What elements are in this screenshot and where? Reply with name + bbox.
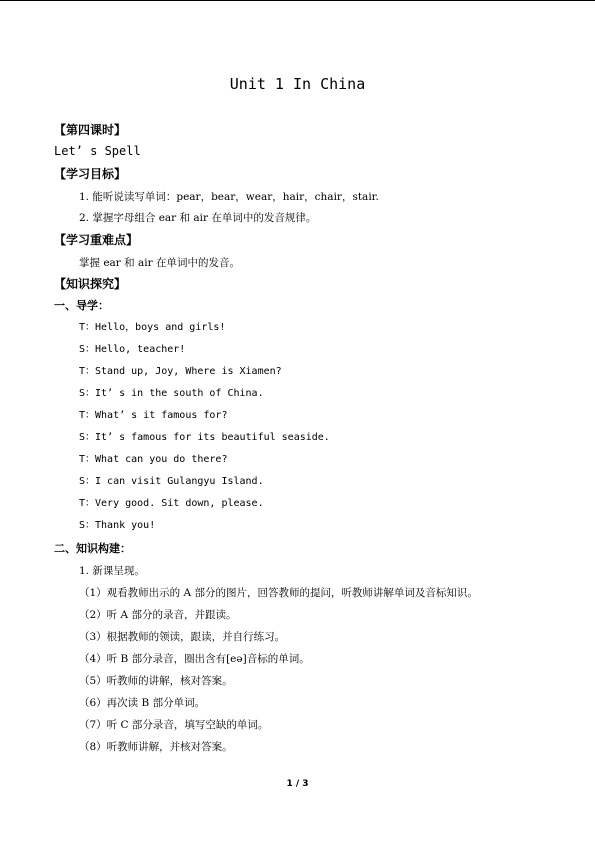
step-item: （2）听 A 部分的录音，并跟读。: [79, 609, 237, 621]
key-heading: 【学习重难点】: [54, 233, 139, 247]
step-item: （7）听 C 部分录音，填写空缺的单词。: [79, 719, 269, 731]
dialogue-line: S：Hello, teacher!: [79, 344, 186, 355]
dialogue-line: S：It’ s in the south of China.: [79, 388, 264, 399]
step-item: （3）根据教师的领读，跟读，并自行练习。: [79, 631, 286, 643]
step-item: （4）听 B 部分录音，圈出含有[eə]音标的单词。: [79, 653, 310, 665]
step-item: （1）观看教师出示的 A 部分的图片，回答教师的提问，听教师讲解单词及音标知识。: [79, 587, 478, 599]
build-intro: 1. 新课呈现。: [79, 565, 145, 577]
lesson-topic: Let’ s Spell: [54, 144, 141, 158]
dialogue-line: S：Thank you!: [79, 520, 156, 531]
dialogue-line: T：What can you do there?: [79, 454, 228, 465]
top-border: [0, 0, 595, 1]
goal-item: 1. 能听说读写单词：pear，bear，wear，hair，chair，stair.: [79, 191, 379, 203]
guide-heading: 一、导学：: [54, 299, 109, 312]
dialogue-line: T：Very good. Sit down, please.: [79, 498, 264, 509]
goals-heading: 【学习目标】: [54, 167, 127, 181]
key-text: 掌握 ear 和 air 在单词中的发音。: [79, 257, 240, 269]
dialogue-line: T：Stand up, Joy, Where is Xiamen?: [79, 366, 282, 377]
dialogue-line: T：Hello，boys and girls!: [79, 322, 226, 333]
goal-item: 2. 掌握字母组合 ear 和 air 在单词中的发音规律。: [79, 212, 317, 224]
dialogue-line: T：What’ s it famous for?: [79, 410, 228, 421]
step-item: （8）听教师讲解，并核对答案。: [79, 741, 233, 753]
build-heading: 二、知识构建：: [54, 542, 131, 555]
dialogue-line: S：I can visit Gulangyu Island.: [79, 476, 264, 487]
step-item: （5）听教师的讲解，核对答案。: [79, 675, 233, 687]
dialogue-line: S：It’ s famous for its beautiful seaside.: [79, 432, 330, 443]
explore-heading: 【知识探究】: [54, 277, 127, 291]
document-title: Unit 1 In China: [229, 75, 366, 93]
lesson-label: 【第四课时】: [54, 123, 127, 137]
step-item: （6）再次读 B 部分单词。: [79, 697, 206, 709]
page-number: 1 / 3: [286, 779, 309, 789]
